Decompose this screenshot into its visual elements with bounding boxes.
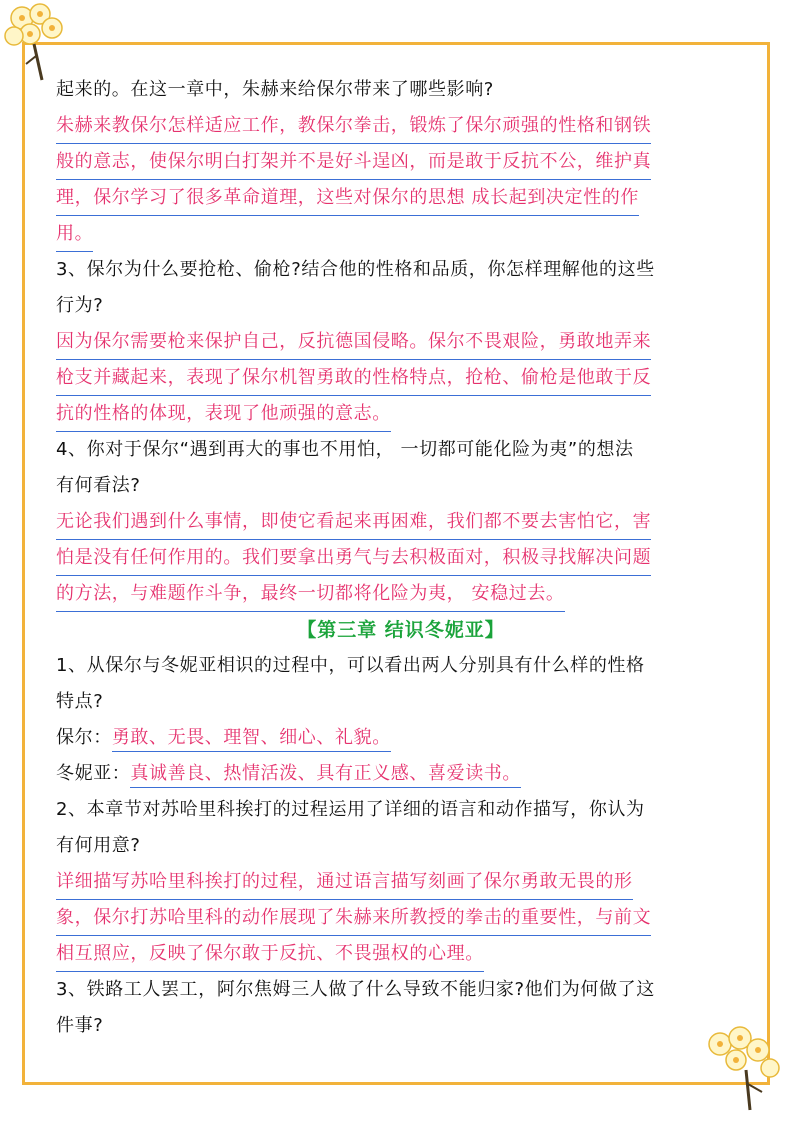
answer-line: 抗的性格的体现，表现了他顽强的意志。 [56,396,746,432]
answer-line: 因为保尔需要枪来保护自己，反抗德国侵略。保尔不畏艰险，勇敢地弄来 [56,324,746,360]
document-content [56,72,746,1044]
tonya-label: 冬妮亚： [56,763,131,784]
tonya-answer-row [56,756,746,792]
chapter-title: 【第三章 结识冬妮亚】 [297,619,505,641]
question-text: 起来的。在这一章中，朱赫来给保尔带来了哪些影响? [56,79,494,100]
paul-answer-row [56,720,746,756]
question-text: 件事? [56,1015,104,1036]
answer-line: 用。 [56,216,746,252]
question-text: 行为? [56,295,104,316]
answer-line: 怕是没有任何作用的。我们要拿出勇气与去积极面对，积极寻找解决问题 [56,540,746,576]
question-text: 3、铁路工人罢工，阿尔焦姆三人做了什么导致不能归家?他们为何做了这 [56,979,655,1000]
answer-line: 般的意志，使保尔明白打架并不是好斗逞凶，而是敢于反抗不公，维护真 [56,144,746,180]
answer-line: 详细描写苏哈里科挨打的过程，通过语言描写刻画了保尔勇敢无畏的形 [56,864,746,900]
question-text: 2、本章节对苏哈里科挨打的过程运用了详细的语言和动作描写，你认为 [56,799,645,820]
answer-line: 无论我们遇到什么事情，即使它看起来再困难，我们都不要去害怕它，害 [56,504,746,540]
question-text: 4、你对于保尔“遇到再大的事也不用怕， 一切都可能化险为夷”的想法 [56,439,634,460]
question-text: 3、保尔为什么要抢枪、偷枪?结合他的性格和品质，你怎样理解他的这些 [56,259,655,280]
answer-line: 的方法，与难题作斗争，最终一切都将化险为夷， 安稳过去。 [56,576,746,612]
answer-line: 象，保尔打苏哈里科的动作展现了朱赫来所教授的拳击的重要性，与前文 [56,900,746,936]
paul-label: 保尔： [56,727,112,748]
question-text: 1、从保尔与冬妮亚相识的过程中，可以看出两人分别具有什么样的性格 [56,655,645,676]
question-text: 特点? [56,691,104,712]
question-text: 有何看法? [56,475,141,496]
tonya-answer: 真诚善良、热情活泼、具有正义感、喜爱读书。 [130,763,521,788]
paul-answer: 勇敢、无畏、理智、细心、礼貌。 [112,727,391,752]
answer-line: 相互照应，反映了保尔敢于反抗、不畏强权的心理。 [56,936,746,972]
answer-line: 理，保尔学习了很多革命道理，这些对保尔的思想 成长起到决定性的作 [56,180,746,216]
answer-line: 朱赫来教保尔怎样适应工作，教保尔拳击，锻炼了保尔顽强的性格和钢铁 [56,108,746,144]
question-text: 有何用意? [56,835,141,856]
answer-line: 枪支并藏起来，表现了保尔机智勇敢的性格特点，抢枪、偷枪是他敢于反 [56,360,746,396]
